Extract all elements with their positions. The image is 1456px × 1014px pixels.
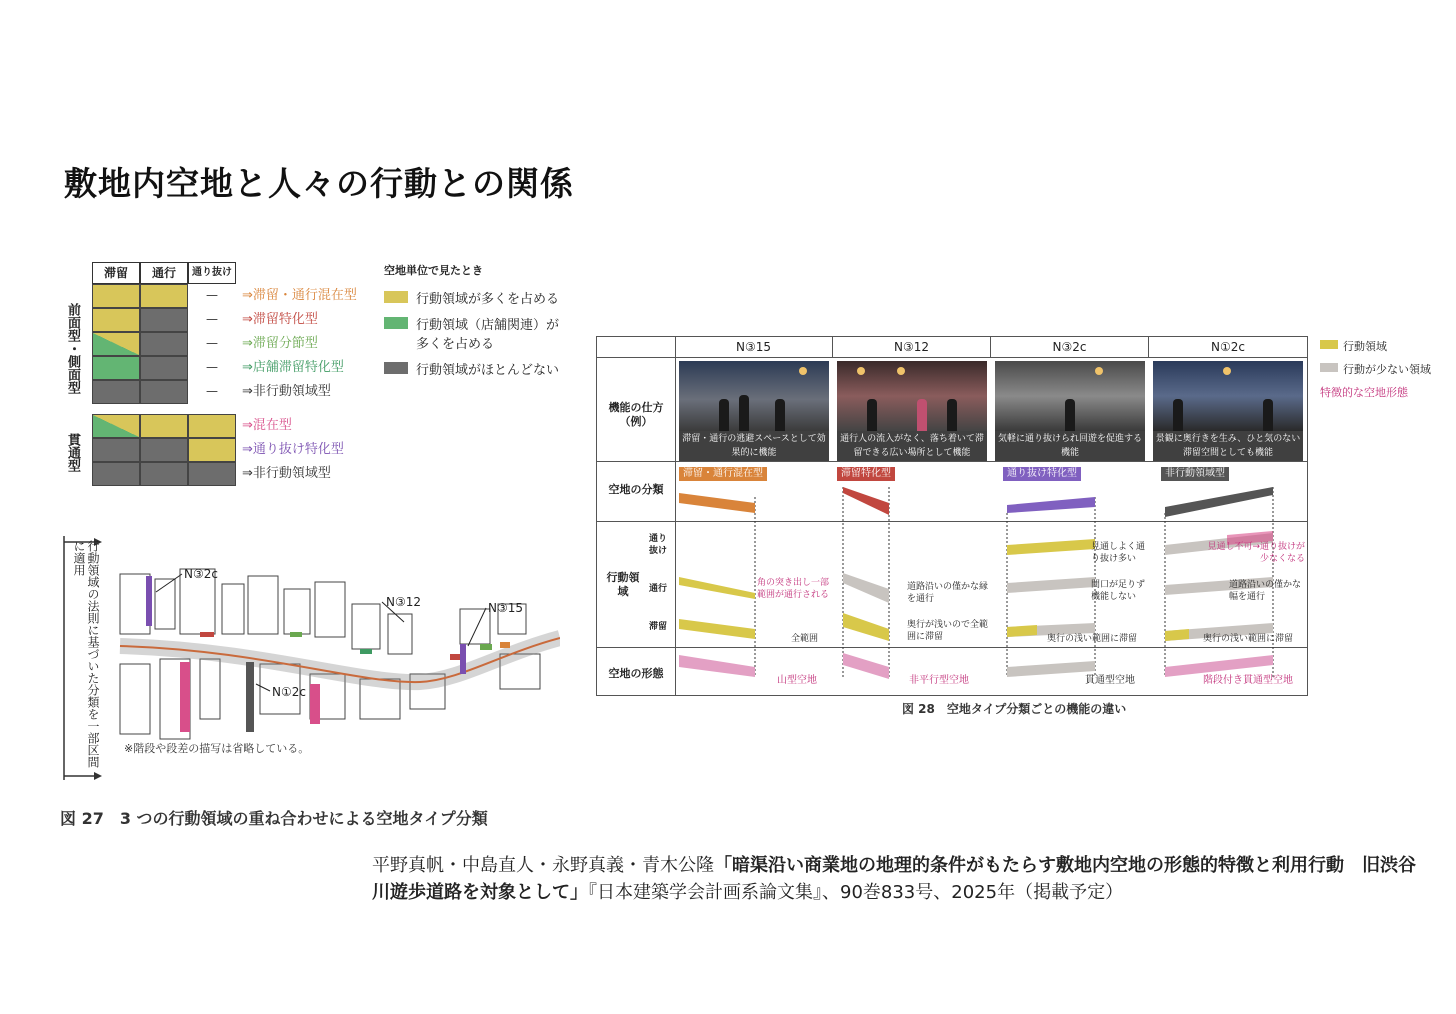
matrix-dash: —	[206, 360, 218, 374]
legend-label: 行動領域（店舗関連）が多くを占める	[416, 318, 560, 352]
legend-swatch	[384, 317, 408, 329]
fig28-table	[596, 336, 1308, 696]
matrix-cell	[92, 284, 140, 308]
matrix-cell	[188, 438, 236, 462]
note: 奥行の浅い範囲に滞留	[1203, 634, 1294, 644]
legend-swatch	[384, 362, 408, 374]
legend-item	[384, 359, 594, 378]
site-map	[60, 534, 560, 784]
row-label-classify: 空地の分類	[608, 483, 664, 496]
form-label: 貫通型空地	[1085, 675, 1135, 686]
legend-item	[1320, 361, 1450, 377]
matrix-cell	[140, 284, 188, 308]
legend-item	[1320, 384, 1450, 400]
matrix-dash: —	[206, 384, 218, 398]
note: 道路沿いの僅かな幅を通行	[1229, 580, 1302, 602]
behavior-sub-stay: 滞留	[649, 622, 668, 632]
citation-authors: 平野真帆・中島直人・永野真義・青木公隆	[372, 855, 714, 876]
matrix-cell	[140, 332, 188, 356]
map-label: N③2c	[184, 567, 218, 581]
row-label: ⇒通り抜け特化型	[242, 442, 344, 457]
type-tag: 通り抜け特化型	[1003, 467, 1081, 481]
note: 奥行が浅いので全範囲に滞留	[907, 620, 989, 642]
legend-label: 行動が少ない領域	[1343, 363, 1431, 376]
map-side-text: 行動領域の法則に基づいた分類を一部区間に適用	[72, 540, 100, 768]
legend-title: 空地単位で見たとき	[384, 264, 483, 277]
row-label: ⇒非行動領域型	[242, 466, 331, 481]
matrix-cell	[188, 414, 236, 438]
matrix-cell	[140, 414, 188, 438]
col-header: N①2c	[1211, 340, 1245, 354]
function-desc: 気軽に通り抜けられ回遊を促進する機能	[995, 431, 1145, 461]
behavior-sub-pass: 通行	[649, 584, 668, 594]
legend-item	[384, 288, 594, 307]
legend-label: 特徴的な空地形態	[1320, 386, 1408, 399]
note: 奥行の浅い範囲に滞留	[1047, 634, 1138, 644]
row-label: ⇒滞留・通行混在型	[242, 288, 357, 303]
note: 全範囲	[791, 634, 819, 644]
matrix-cell	[92, 462, 140, 486]
fig27-caption: 図 27 3 つの行動領域の重ね合わせによる空地タイプ分類	[60, 809, 488, 828]
type-tag: 滞留・通行混在型	[679, 467, 767, 481]
matrix-dash: —	[206, 336, 218, 350]
type-tag: 非行動領域型	[1161, 467, 1229, 481]
fig28-caption: 図 28 空地タイプ分類ごとの機能の違い	[902, 702, 1127, 716]
col-header-stay: 滞留	[92, 262, 140, 284]
matrix-dash: —	[206, 288, 218, 302]
fig28-legend	[1320, 338, 1450, 407]
matrix-dash: —	[206, 312, 218, 326]
function-desc: 滞留・通行の逃避スペースとして効果的に機能	[679, 431, 829, 461]
fig27-map	[60, 534, 560, 784]
map-label: N①2c	[272, 685, 306, 699]
col-header: N③2c	[991, 337, 1149, 357]
legend-swatch	[1320, 340, 1338, 349]
behavior-sub-through: 通り抜け	[649, 534, 668, 556]
matrix-cell	[140, 380, 188, 404]
col-header-pass: 通行	[140, 262, 188, 284]
matrix-cell	[140, 462, 188, 486]
page-title: 敷地内空地と人々の行動との関係	[64, 164, 574, 203]
matrix-cell	[140, 308, 188, 332]
legend-item	[1320, 338, 1450, 354]
row-label-behavior: 行動領域	[606, 571, 640, 598]
col-header: N③12	[833, 337, 991, 357]
matrix-cell	[92, 414, 140, 438]
row-label: ⇒滞留特化型	[242, 312, 318, 327]
col-header: N③15	[675, 337, 833, 357]
legend-item	[384, 314, 594, 352]
map-label: N③15	[488, 601, 524, 615]
note: 見通し不可→通り抜けが少なくなる	[1207, 542, 1305, 564]
matrix-cell	[140, 356, 188, 380]
matrix-cell	[188, 462, 236, 486]
type-tag: 滞留特化型	[837, 467, 895, 481]
note: 道路沿いの僅かな縁を通行	[907, 582, 989, 604]
note: 見通しよく通り抜け多い	[1091, 542, 1146, 564]
row-label: ⇒非行動領域型	[242, 384, 331, 399]
group-through: 貫通型	[65, 432, 80, 472]
matrix-cell	[92, 332, 140, 356]
row-label: ⇒店舗滞留特化型	[242, 360, 344, 375]
citation	[372, 852, 1432, 906]
matrix-cell	[140, 438, 188, 462]
citation-source: 『日本建築学会計画系論文集』、90巻833号、2025年（掲載予定）	[588, 882, 1124, 903]
legend-label: 行動領域	[1343, 340, 1387, 353]
matrix-cell	[92, 356, 140, 380]
note: 間口が足りず機能しない	[1091, 580, 1146, 602]
map-note: ※階段や段差の描写は省略している。	[124, 742, 310, 755]
citation-title: 「暗渠沿い商業地の地理的条件がもたらす敷地内空地の形態的特徴と利用行動 旧渋谷川遊歩道路を対象として」	[372, 855, 1416, 903]
row-label-function: 機能の仕方（例）	[608, 401, 664, 428]
matrix-cell	[92, 380, 140, 404]
legend-swatch	[1320, 363, 1338, 372]
row-label: ⇒滞留分節型	[242, 336, 318, 351]
form-label: 階段付き貫通型空地	[1203, 675, 1293, 686]
group-front-side: 前面型・側面型	[65, 302, 80, 394]
matrix-cell	[92, 308, 140, 332]
form-label: 山型空地	[777, 675, 817, 686]
legend-label: 行動領域が多くを占める	[416, 292, 560, 307]
row-label-form: 空地の形態	[608, 667, 664, 680]
legend-label: 行動領域がほとんどない	[416, 363, 560, 378]
form-label: 非平行型空地	[909, 675, 969, 686]
col-header-through: 通り抜け	[188, 262, 236, 284]
fig27-legend	[384, 262, 594, 385]
matrix-cell	[92, 438, 140, 462]
function-desc: 景観に奥行きを生み、ひと気のない滞留空間としても機能	[1153, 431, 1303, 461]
row-label: ⇒混在型	[242, 418, 292, 433]
legend-swatch	[384, 291, 408, 303]
map-label: N③12	[386, 595, 422, 609]
note: 角の突き出し一部範囲が通行される	[756, 578, 829, 600]
function-desc: 通行人の流入がなく、落ち着いて滞留できる広い場所として機能	[837, 431, 987, 461]
